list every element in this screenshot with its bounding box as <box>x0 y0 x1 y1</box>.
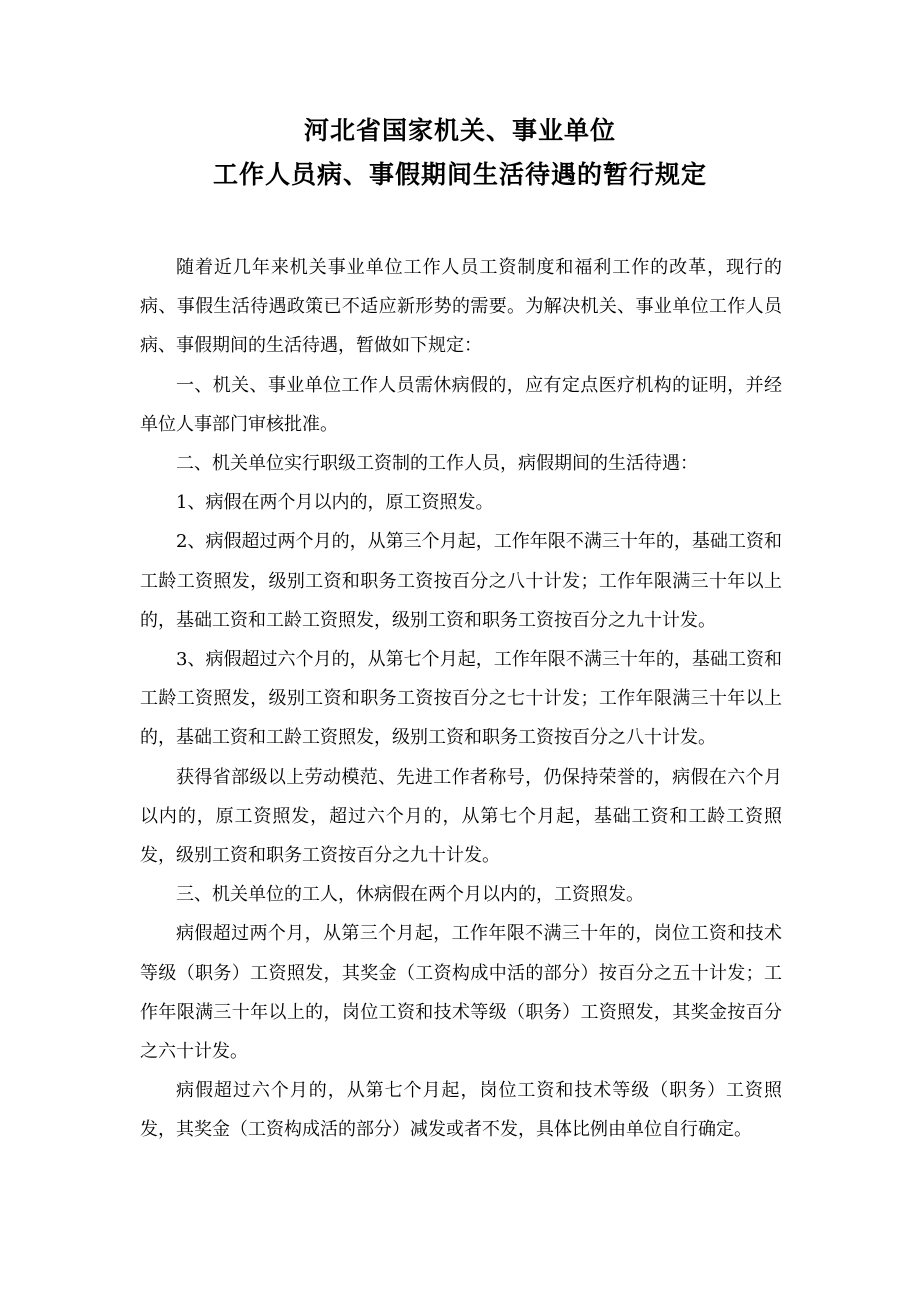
paragraph-item-2: 2、病假超过两个月的，从第三个月起，工作年限不满三十年的，基础工资和工龄工资照发，级别工资和职务工资按百分之八十计发；工作年限满三十年以上的，基础工资和工龄工资照发，级别工资和职务工资按百分之九十计发。 <box>140 531 782 631</box>
paragraph-article-3: 三、机关单位的工人，休病假在两个月以内的，工资照发。 <box>176 884 644 906</box>
paragraph-intro: 随着近几年来机关事业单位工作人员工资制度和福利工作的改革，现行的病、事假生活待遇政策已不适应新形势的需要。为解决机关、事业单位工作人员病、事假期间的生活待遇，暂做如下规定： <box>140 257 782 357</box>
paragraph-article-1: 一、机关、事业单位工作人员需休病假的，应有定点医疗机构的证明，并经单位人事部门审核批准。 <box>140 374 782 435</box>
document-title-line-2: 工作人员病、事假期间生活待遇的暂行规定 <box>212 160 707 189</box>
document-title-line-1: 河北省国家机关、事业单位 <box>303 116 616 145</box>
paragraph-model-workers: 获得省部级以上劳动模范、先进工作者称号，仍保持荣誉的，病假在六个月以内的，原工资照发，超过六个月的，从第七个月起，基础工资和工龄工资照发，级别工资和职务工资按百分之九十计发。 <box>140 766 782 867</box>
paragraph-item-1: 1、病假在两个月以内的，原工资照发。 <box>176 492 494 514</box>
document-body <box>140 248 782 1150</box>
paragraph-article-2: 二、机关单位实行职级工资制的工作人员，病假期间的生活待遇： <box>176 453 698 475</box>
paragraph-workers-over-two-months: 病假超过两个月，从第三个月起，工作年限不满三十年的，岗位工资和技术等级（职务）工资照发，其奖金（工资构成中活的部分）按百分之五十计发；工作年限满三十年以上的，岗位工资和技术等级（职务）工资照发，其奖金按百分之六十计发。 <box>140 923 782 1063</box>
paragraph-workers-over-six-months: 病假超过六个月的，从第七个月起，岗位工资和技术等级（职务）工资照发，其奖金（工资构成活的部分）减发或者不发，具体比例由单位自行确定。 <box>140 1080 782 1141</box>
paragraph-item-3: 3、病假超过六个月的，从第七个月起，工作年限不满三十年的，基础工资和工龄工资照发，级别工资和职务工资按百分之七十计发；工作年限满三十年以上的，基础工资和工龄工资照发，级别工资和职务工资按百分之八十计发。 <box>140 649 782 749</box>
